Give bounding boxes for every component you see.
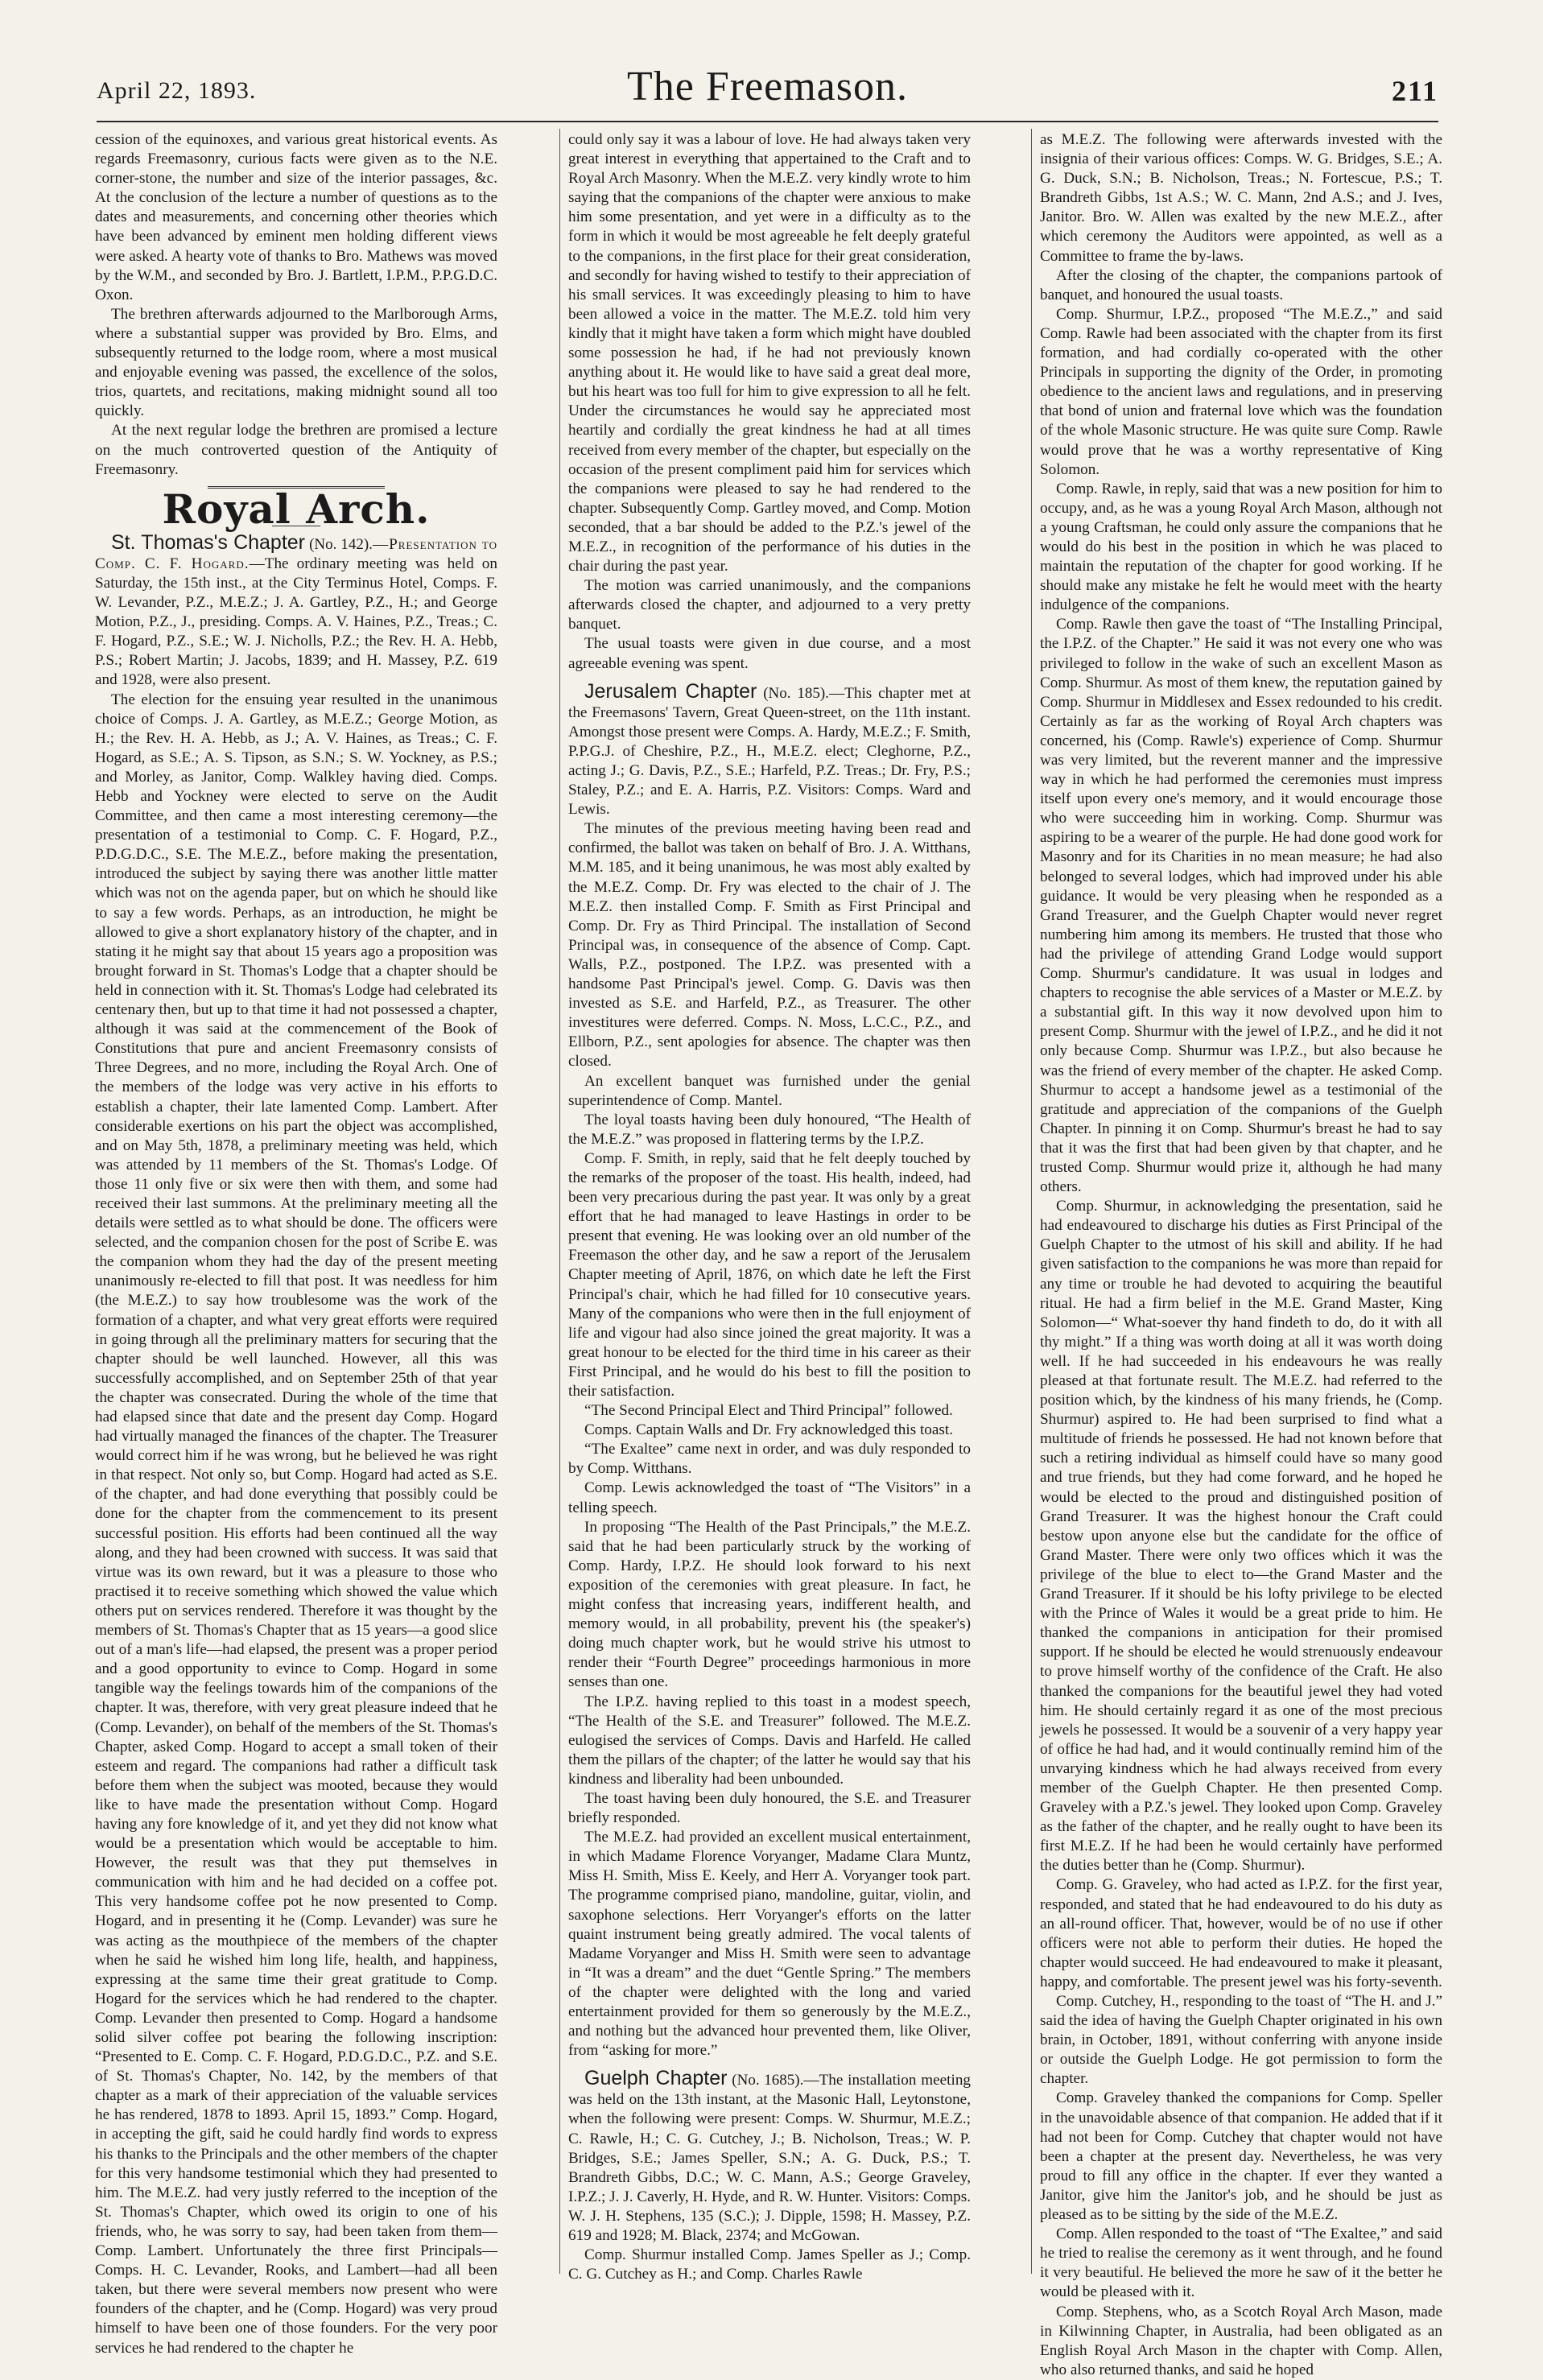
paragraph: cession of the equinoxes, and various great historical events. As regards Freemasonry, curious facts were given as to the N.E. corner-stone, the number and size of the interior passages, &c. At the conclusion of the lecture a number of questions as to the dates and measurements, and concerning other theories which have been advanced by eminent men holding different views were asked. A hearty vote of thanks to Bro. Mathews was moved by the W.M., and seconded by Bro. J. Bartlett, I.P.M., P.P.G.D.C. Oxon. [95, 131, 497, 303]
chapter-report-opening [568, 679, 971, 820]
paragraph: The election for the ensuing year resulted in the unanimous choice of Comps. J. A. Gartley, as M.E.Z.; George Motion, as H.; the Rev. H. A. Hebb, as J.; A. V. Haines, as Treas.; C. F. Hogard, as S.E.; A. S. Tipson, as S.N.; S. W. Yockney, as P.S.; and Morley, as Janitor, Comp. Walkley having died. Comps. Hebb and Yockney were elected to serve on the Audit Committee, and then came a most interesting ceremony—the presentation of a testimonial to Comp. C. F. Hogard, P.Z., P.D.G.D.C., S.E. The M.E.Z., before making the presentation, introduced the subject by saying there was another little matter which was not on the agenda paper, but on which he should like to say a few words. Perhaps, as an introduction, he might be allowed to give a short explanatory history of the chapter, and in stating it he might say that about 15 years ago a proposition was brought forward in St. Thomas's Lodge that a chapter should be held in connection with it. St. Thomas's Lodge had celebrated its centenary then, but up to that time it had not possessed a chapter, although it was said at the commencement of the Book of Constitutions that pure and ancient Freemasonry consists of Three Degrees, and no more, including the Royal Arch. One of the members of the lodge was very active in his efforts to establish a chapter, their late lamented Comp. Lambert. After considerable exertions on his part the object was accomplished, and on May 5th, 1878, a preliminary meeting was held, which was attended by 11 members of the St. Thomas's Lodge. Of those 11 only five or six were then with them, and some had received their last summons. At the preliminary meeting all the details were settled as to what should be done. The officers were selected, and the companion chosen for the post of Scribe E. was the companion whom they had the day of the present meeting unanimously re-elected to fill that post. It was needless for him (the M.E.Z.) to say how troublesome was the work of the formation of a chapter, and what very great efforts were required in going through all the preliminary matters for securing that the chapter should be well launched. However, all this was successfully accomplished, and on September 25th of that year the chapter was consecrated. During the whole of the time that had elapsed since that date and the present day Comp. Hogard had virtually managed the finances of the chapter. The Treasurer would correct him if he was wrong, but he believed he was right in that respect. Not only so, but Comp. Hogard had acted as S.E. of the chapter, and had done everything that possibly could be done for the chapter from the commencement to its present successful position. His efforts had been continued all the way along, and they had been crowned with success. It was said that virtue was its own reward, but it was a pleasure to those who practised it to receive something which showed the value which others put on services rendered. Therefore it was thought by the members of St. Thomas's Chapter that as 15 years—a good slice out of a man's life—had elapsed, the present was a proper period and a good opportunity to evince to Comp. Hogard in some tangible way the feelings towards him of the companions of the chapter. It was, therefore, with very great pleasure indeed that he (Comp. Levander), on behalf of the members of the St. Thomas's Chapter, asked Comp. Hogard to accept a small token of their esteem and regard. The companions had rather a difficult task before them when the subject was mooted, because they would like to have made the presentation without Comp. Hogard having any fore knowledge of it, and yet they did not know what would be a presentation which would be acceptable to him. However, the result was that they put themselves in communication with him and he had decided on a coffee pot. This very handsome coffee pot he now presented to Comp. Hogard, and in presenting it he (Comp. Levander) was sure he was acting as the mouthpiece of the members of the chapter when he said he wished him long life, health, and happiness, expressing at the same time their great gratitude to Comp. Hogard for the services which he had rendered to the chapter. Comp. Levander then presented to Comp. Hogard a handsome solid silver coffee pot bearing the following inscription: “Presented to E. Comp. C. F. Hogard, P.D.G.D.C., P.Z. and S.E. of St. Thomas's Chapter, No. 142, by the members of that chapter as a mark of their appreciation of the valuable services he has rendered, 1878 to 1893. April 15, 1893.” Comp. Hogard, in accepting the gift, said he could hardly find words to express his thanks to the Principals and the other members of the chapter for this very handsome testimonial which they had presented to him. The M.E.Z. had very justly referred to the inception of the St. Thomas's Chapter, which owed its origin to one of his friends, who, he was sorry to say, had been taken from them—Comp. Lambert. Unfortunately the three first Principals—Comps. H. C. Levander, Rooks, and Lambert—had all been taken, but there were several members now present who were founders of the chapter, and he (Comp. Hogard) was very proud himself to have been one of those founders. For the very poor services he had rendered to the chapter he [95, 691, 497, 2357]
paragraph: Comp. Shurmur, in acknowledging the presentation, said he had endeavoured to discharge his duties as First Principal of the Guelph Chapter to the utmost of his skill and ability. If he had given satisfaction to the companions he was more than repaid for any time or trouble he had devoted to acquiring the beautiful ritual. He had a firm belief in the M.E. Grand Master, King Solomon—“ What-soever thy hand findeth to do, do it with all thy might.” If a thing was worth doing at all it was worth doing well. If he had succeeded in his endeavours he was really pleased at that fortunate result. The M.E.Z. had referred to the position which, by the kindness of his many friends, he (Comp. Shurmur) aspired to. He had been surprised to find what a multitude of friends he possessed. He had not known before that such a retiring individual as himself could have so many good and true friends, but they had come forward, and he hoped he would be elected to the proud and distinguished position of Grand Treasurer. It was the highest honour the Craft could bestow upon anyone else but the candidate for the office of Grand Master. There were only two offices which it was the privilege of the blue to elect to—the Grand Master and the Grand Treasurer. If it should be his lofty privilege to be elected with the Prince of Wales it would be a great pride to him. He thanked the companions in anticipation for their promised support. If he should be elected he would strenuously endeavour to prove himself worthy of the confidence of the Craft. He also thanked the companions for the beautiful jewel they had voted him. He should certainly regard it as one of the most precious jewels he possessed. It would be a souvenir of a very happy year of office he had had, and it would continually remind him of the unvarying kindness which he had always received from every member of the Guelph Chapter. He then presented Comp. Graveley with a P.Z.'s jewel. They looked upon Comp. Graveley as the father of the chapter, and he really ought to have been its first M.E.Z. If he had been he would certainly have performed the duties better than he (Comp. Shurmur). [1040, 1198, 1442, 1875]
chapter-number: (No. 1685). [732, 2072, 804, 2089]
paragraph: Comp. Shurmur installed Comp. James Speller as J.; Comp. C. G. Cutchey as H.; and Comp. Charles Rawle [568, 2246, 971, 2283]
paragraph: The loyal toasts having been duly honoured, “The Health of the M.E.Z.” was proposed in flattering terms by the I.P.Z. [568, 1111, 971, 1148]
paragraph: After the closing of the chapter, the companions partook of banquet, and honoured the usual toasts. [1040, 266, 1442, 303]
paragraph: could only say it was a labour of love. He had always taken very great interest in everything that appertained to the Craft and to Royal Arch Masonry. When the M.E.Z. very kindly wrote to him saying that the companions of the chapter were anxious to make him some presentation, and yet were in a difficulty as to the form in which it would be most agreeable he felt deeply grateful to the companions, in the first place for their great consideration, and secondly for having wished to testify to their appreciation of his small services. It was exceedingly pleasing to him to have been allowed a voice in the matter. The M.E.Z. told him very kindly that it might have taken a form which might have doubled some possession he had, if he had not previously known anything about it. He would like to have said a great deal more, but his heart was too full for him to give expression to all he felt. Under the circumstances he would say he appreciated most heartily and cordially the great kindness he had at all times received from every member of the chapter, but especially on the occasion of the present compliment paid him for services which the companions were pleased to say he had rendered to the chapter. Subsequently Comp. Gartley moved, and Comp. Motion seconded, that a bar should be added to the P.Z.'s jewel of the M.E.Z., in recognition of the performance of his duties in the chair during the past year. [568, 131, 971, 575]
paragraph: Comps. Captain Walls and Dr. Fry acknowledged this toast. [584, 1421, 954, 1439]
chapter-report-opening [95, 530, 497, 691]
chapter-name: St. Thomas's Chapter [111, 530, 306, 554]
paragraph-text: —This chapter met at the Freemasons' Tavern, Great Queen-street, on the 11th instant. Amongst those present were Comps. A. Hardy, M.E.Z.; F. Smith, P.P.G.J. of Cheshire, P.Z., H., M.E.Z. elect; Cleghorne, P.Z., acting J.; G. Davis, P.Z., S.E.; Harfeld, P.Z. Treas.; Dr. Fry, P.S.; Staley, P.Z.; and E. A. Harris, P.Z. Visitors: Comps. Ward and Lewis. [568, 684, 971, 819]
paragraph: Comp. Graveley thanked the companions for Comp. Speller in the unavoidable absence of that companion. He added that if it had not been for Comp. Cutchey that chapter would not have been a chapter at the present day. Nevertheless, he was very proud to fill any office in the chapter. If ever they wanted a Janitor, give him the Janitor's job, and he should be just as pleased as to be sitting by the side of the M.E.Z. [1040, 2089, 1442, 2224]
paragraph: An excellent banquet was furnished under the genial superintendence of Comp. Mantel. [568, 1072, 971, 1109]
paragraph: The brethren afterwards adjourned to the Marlborough Arms, where a substantial supper was provided by Bro. Elms, and subsequently returned to the lodge room, where a most musical and enjoyable evening was passed, the excellence of the solos, trios, quartets, and recitations, making midnight sound all too quickly. [95, 305, 497, 420]
paragraph: Comp. Allen responded to the toast of “The Exaltee,” and said he tried to realise the ceremony as it went through, and he found it very beautiful. He believed the more he saw of it the better he would be pleased with it. [1040, 2225, 1442, 2301]
column-1 [95, 130, 497, 2357]
paragraph: The motion was carried unanimously, and the companions afterwards closed the chapter, and adjourned to a very pretty banquet. [568, 577, 971, 633]
paragraph: The usual toasts were given in due course, and a most agreeable evening was spent. [568, 635, 971, 672]
paragraph: The toast having been duly honoured, the S.E. and Treasurer briefly responded. [568, 1789, 971, 1827]
masthead [97, 63, 1438, 111]
paragraph: In proposing “The Health of the Past Principals,” the M.E.Z. said that he had been particularly struck by the working of Comp. Hardy, I.P.Z. He should look forward to his next exposition of the ceremonies with great pleasure. In fact, he might confess that increasing years, indifferent health, and memory would, in all probability, prevent his (the speaker's) doing much chapter work, but he would strive his utmost to render their “Fourth Degree” proceedings harmonious in more senses than one. [568, 1518, 971, 1691]
paragraph: Comp. Rawle then gave the toast of “The Installing Principal, the I.P.Z. of the Chapter.” He said it was not every one who was privileged to follow in the wake of such an excellent Mason as Comp. Shurmur. As most of them knew, the reputation gained by Comp. Shurmur in Middlesex and Essex redounded to his credit. Certainly as far as the working of Royal Arch chapters was concerned, his (Comp. Rawle's) experience of Comp. Shurmur was very limited, but the reverent manner and the impressive way in which he had performed the ceremonies must impress itself upon every one's memory, and it would encourage those who were succeeding him in working. Comp. Shurmur was aspiring to be a wearer of the purple. He had done good work for Masonry and for its Charities in no mean measure; he had also belonged to several lodges, which had improved under his able guidance. It would be very pleasing when he responded as a Grand Treasurer, and the Guelph Chapter would never regret numbering him among its members. He trusted that those who had the privilege of attending Grand Lodge would support Comp. Shurmur's candidature. It was usual in lodges and chapters to recognise the able services of a Master or M.E.Z. by a substantial gift. In this way it now devolved upon him to present Comp. Shurmur with the jewel of I.P.Z., and he did it not only because Comp. Shurmur was I.P.Z., but also because he was the friend of every member of the chapter. He asked Comp. Shurmur to accept a handsome jewel as a testimonial of the gratitude and appreciation of the companions of the Guelph Chapter. In pinning it on Comp. Shurmur's breast he had to say that it was the first that had been given by that chapter, and he trusted Comp. Shurmur would prize it, although he had many others. [1040, 616, 1442, 1196]
chapter-report-opening [568, 2069, 971, 2246]
publication-title: The Freemason. [626, 64, 908, 109]
paragraph: Comp. Lewis acknowledged the toast of “The Visitors” in a telling speech. [568, 1479, 971, 1516]
paragraph: Comp. Cutchey, H., responding to the toast of “The H. and J.” said the idea of having the Guelph Chapter originated in his own brain, in October, 1891, without conferring with anyone inside or outside the Guelph Lodge. He got permission to form the chapter. [1040, 1993, 1442, 2088]
column-divider [559, 129, 560, 2274]
paragraph: Comp. F. Smith, in reply, said that he felt deeply touched by the remarks of the proposer of the toast. His health, indeed, had been very precarious during the past year. It was only by a great effort that he had managed to leave Hastings in order to be present that evening. He was looking over an old number of the Freemason the other day, and he saw a report of the Jerusalem Chapter meeting of April, 1876, on which date he left the First Principal's chair, which he had filled for 10 consecutive years. Many of the companions who were then in the full enjoyment of life and vigour had also since joined the great majority. It was a great honour to be elected for the third time in his career as their First Principal, and he would do his best to fill the position to their satisfaction. [568, 1149, 971, 1400]
column-2 [568, 130, 972, 2283]
paragraph-text: —The installation meeting was held on the 13th instant, at the Masonic Hall, Leytonstone, when the following were present: Comps. W. Shurmur, M.E.Z.; C. Rawle, H.; C. G. Cutchey, J.; B. Nicholson, Treas.; W. P. Bridges, S.E.; James Speller, S.N.; A. G. Duck, P.S.; T. Brandreth Gibbs, D.C.; W. C. Mann, A.S.; George Graveley, I.P.Z.; J. J. Caverly, H. Hyde, and R. W. Hunter. Visitors: Comps. W. J. H. Stephens, 135 (S.C.); J. Dipple, 1598; H. Massey, P.Z. 619 and 1928; M. Black, 2374; and McGowan. [568, 2072, 972, 2245]
column-3 [1040, 130, 1442, 2378]
paragraph: “The Second Principal Elect and Third Principal” followed. [584, 1402, 953, 1420]
paragraph-text: —The ordinary meeting was held on Saturday, the 15th inst., at the City Terminus Hotel, Comps. F. W. Levander, P.Z., M.E.Z.; J. A. Gartley, P.Z., H.; and George Motion, P.Z., J., presiding. Comps. A. V. Haines, P.Z., Treas.; C. F. Hogard, P.Z., S.E.; W. J. Nicholls, P.Z.; the Rev. H. A. Hebb, P.S.; Robert Martin; J. Jacobs, 1839; and H. Massey, P.Z. 619 and 1928, were also present. [95, 555, 497, 689]
chapter-name: Guelph Chapter [584, 2067, 728, 2090]
section-heading: Royal Arch. [162, 485, 431, 533]
page-number: 211 [1391, 75, 1438, 107]
paragraph: The M.E.Z. had provided an excellent musical entertainment, in which Madame Florence Voryanger, Madame Clara Muntz, Miss H. Smith, Miss E. Keely, and Herr A. Voryanger took part. The programme comprised piano, mandoline, guitar, violin, and saxophone selections. Herr Voryanger's efforts on the latter quaint instrument being greatly admired. The vocal talents of Madame Voryanger and Miss H. Smith were seen to advantage in “It was a dream” and the duet “Gentle Spring.” The members of the chapter were delighted with the long and varied entertainment provided for them so generously by the M.E.Z., and nothing but the advanced hour prevented them, like Oliver, from “asking for more.” [568, 1829, 971, 2060]
masthead-rule [97, 121, 1438, 122]
paragraph: Comp. Shurmur, I.P.Z., proposed “The M.E.Z.,” and said Comp. Rawle had been associated with the chapter from its first formation, and had cordially co-operated with the other Principals in supporting the dignity of the Order, in promoting obedience to the ancient laws and regulations, and in preserving that bond of union and fraternal love which was the foundation of the whole Masonic structure. He was quite sure Comp. Rawle would prove that he was a worthy representative of King Solomon. [1040, 305, 1442, 478]
issue-date: April 22, 1893. [97, 77, 257, 104]
paragraph: Comp. Rawle, in reply, said that was a new position for him to occupy, and, as he was a young Royal Arch Mason, although not a young Craftsman, he could only assure the companions that he would do his best in the position in which he was placed to maintain the reputation of the chapter for good working. If he should make any mistake he felt he would meet with the hearty indulgence of the companions. [1040, 480, 1442, 614]
paragraph: At the next regular lodge the brethren are promised a lecture on the much controverted question of the Antiquity of Freemasonry. [95, 422, 497, 478]
paragraph: “The Exaltee” came next in order, and was duly responded to by Comp. Witthans. [568, 1441, 971, 1478]
paragraph: as M.E.Z. The following were afterwards invested with the insignia of their various offices: Comps. W. G. Bridges, S.E.; A. G. Duck, S.N.; B. Nicholson, Treas.; N. Fortescue, P.S.; T. Brandreth Gibbs, 1st A.S.; W. C. Mann, 2nd A.S.; and J. Ives, Janitor. Bro. W. Allen was exalted by the new M.E.Z., after which ceremony the Auditors were appointed, as well as a Committee to frame the by-laws. [1040, 131, 1442, 265]
chapter-number: (No. 142). [309, 535, 373, 553]
chapter-number: (No. 185). [763, 684, 829, 702]
paragraph: Comp. G. Graveley, who had acted as I.P.Z. for the first year, responded, and stated that he had endeavoured to do his duty as an all-round officer. That, however, would be of no use if other officers were not able to perform their duties. He hoped the chapter would succeed. He had endeavoured to make it pleasant, happy, and comfortable. The present jewel was his forty-seventh. [1040, 1876, 1442, 1990]
paragraph: The minutes of the previous meeting having been read and confirmed, the ballot was taken on behalf of Bro. J. A. Witthans, M.M. 185, and it being unanimous, he was most ably exalted by the M.E.Z. Comp. Dr. Fry was elected to the chair of J. The M.E.Z. then installed Comp. F. Smith as First Principal and Comp. Dr. Fry as Third Principal. The installation of Second Principal was, in consequence of the absence of Comp. Capt. Walls, P.Z., postponed. The I.P.Z. was presented with a handsome Past Principal's jewel. Comp. G. Davis was then invested as S.E. and Harfeld, P.Z., as Treasurer. The other investitures were deferred. Comps. N. Moss, L.C.C., P.Z., and Ellborn, P.Z., sent apologies for absence. The chapter was then closed. [568, 820, 971, 1070]
paragraph: Comp. Stephens, who, as a Scotch Royal Arch Mason, made in Kilwinning Chapter, in Australia, had been obligated as an English Royal Arch Mason in the chapter with Comp. Allen, who also returned thanks, and said he hoped [1040, 2303, 1442, 2378]
paragraph: The I.P.Z. having replied to this toast in a modest speech, “The Health of the S.E. and Treasurer” followed. The M.E.Z. eulogised the services of Comps. Davis and Harfeld. He called them the pillars of the chapter; of the latter he would say that his kindness and liberality had been unbounded. [568, 1693, 971, 1788]
column-divider [1031, 129, 1032, 2274]
chapter-name: Jerusalem Chapter [584, 679, 757, 703]
chapter-subtitle: —Presentation to Comp. C. F. Hogard. [95, 535, 497, 572]
